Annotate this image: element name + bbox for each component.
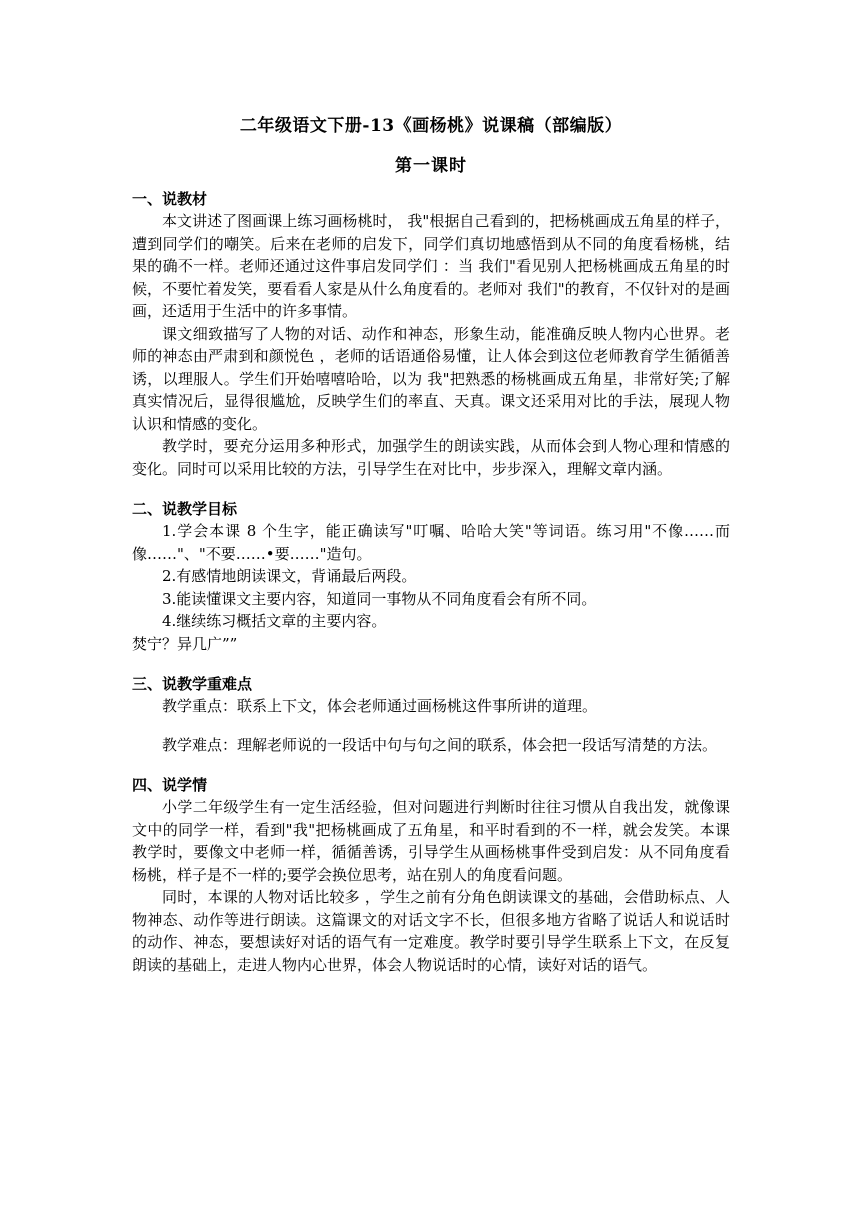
stray-text: 焚宁？异几广”” xyxy=(132,634,238,653)
document-title: 二年级语文下册-13《画杨桃》说课稿（部编版） xyxy=(239,116,623,136)
difficulty-text: 教学难点：理解老师说的一段话中句与句之间的联系，体会把一段话写清楚的方法。 xyxy=(162,735,718,754)
paragraph: 同时，本课的人物对话比较多 ，学生之前有分角色朗读课文的基础，会借助标点、人物神态、动作等进行朗读。这篇课文的对话文字不长，但很多地方省略了说话人和说话时的动作、神态，要想读好对话的语气有一定难度。教学时要引导学生联系上下文，在反复朗读的基础上，走进人物内心世界，体会人物说话时的心情，读好对话的语气。 xyxy=(132,888,730,974)
paragraph: 本文讲述了图画课上练习画杨桃时， 我"根据自己看到的，把杨桃画成五角星的样子，遭到同学们的嘲笑。后来在老师的启发下，同学们真切地感悟到从不同的角度看杨桃，结果的确不一样。老师还通过这件事启发同学们 ：当 我们"看见别人把杨桃画成五角星的时候，不要忙着发笑，要看看人家是从什么角度看的。老师对 我们"的教育，不仅针对的是画画，还适用于生活中的许多事情。 xyxy=(132,212,730,320)
goal-item: 2.有感情地朗读课文，背诵最后两段。 xyxy=(162,567,417,585)
section-heading-key-points: 三、说教学重难点 xyxy=(132,675,253,693)
key-point-text: 教学重点：联系上下文，体会老师通过画杨桃这件事所讲的道理。 xyxy=(162,697,598,715)
section-heading-students: 四、说学情 xyxy=(132,776,208,794)
paragraph: 小学二年级学生有一定生活经验，但对问题进行判断时往往习惯从自我出发，就像课文中的同学一样，看到"我"把杨桃画成了五角星，和平时看到的不一样，就会发笑。本课教学时，要像文中老师一样，循循善诱，引导学生从画杨桃事件受到启发：从不同角度看杨桃，样子是不一样的;要学会换位思考，站在别人的角度看问题。 xyxy=(132,798,730,884)
goal-item: 4.继续练习概括文章的主要内容。 xyxy=(162,612,387,630)
section-heading-goals: 二、说教学目标 xyxy=(132,500,238,518)
paragraph: 课文细致描写了人物的对话、动作和神态，形象生动，能准确反映人物内心世界。老师的神态由严肃到和颜悦色 ，老师的话语通俗易懂，让人体会到这位老师教育学生循循善诱，以理服人。学生们开始嘻嘻哈哈，以为 我"把熟悉的杨桃画成五角星，非常好笑;了解真实情况后，显得很尴尬，反映学生们的率直、天真。课文还采用对比的手法，展现人物认识和情感的变化。 xyxy=(132,324,730,433)
paragraph: 教学时，要充分运用多种形式，加强学生的朗读实践，从而体会到人物心理和情感的变化。同时可以采用比较的方法，引导学生在对比中，步步深入，理解文章内涵。 xyxy=(132,437,730,478)
section-heading-textbook: 一、说教材 xyxy=(132,190,208,208)
goal-item: 3.能读懂课文主要内容，知道同一事物从不同角度看会有所不同。 xyxy=(162,589,597,608)
goal-item: 1.学会本课 8 个生字，能正确读写"叮嘱、哈哈大笑"等词语。练习用"不像……而像……"、"不要……•要……"造句。 xyxy=(132,522,730,563)
document-subtitle: 第一课时 xyxy=(395,156,467,176)
